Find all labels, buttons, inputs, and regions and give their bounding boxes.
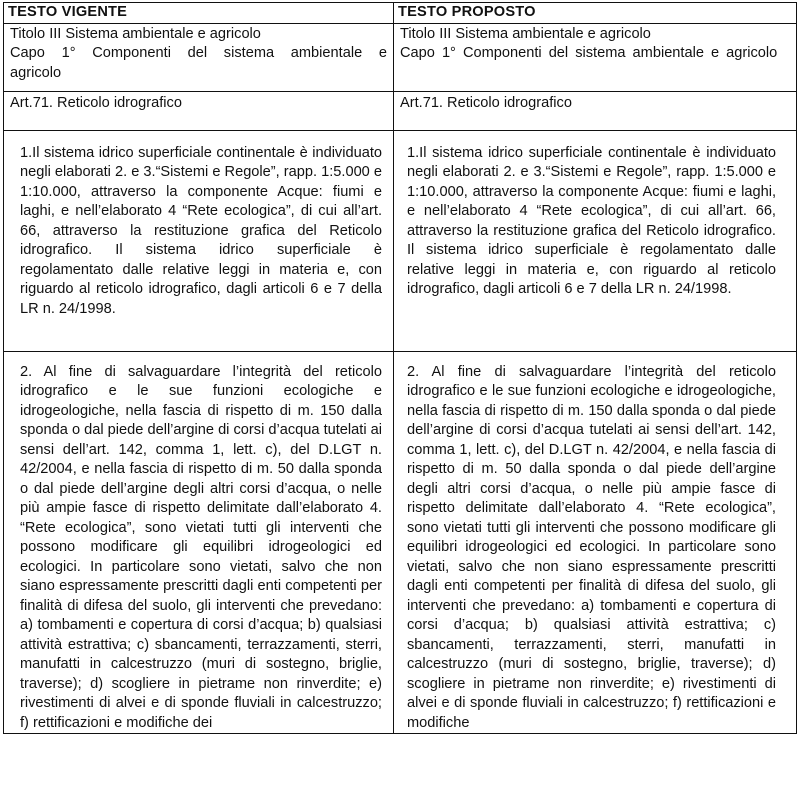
comparison-table bbox=[3, 2, 797, 734]
article-row bbox=[4, 91, 797, 130]
titolo-cell-right bbox=[394, 23, 797, 91]
header-proposed-text: TESTO PROPOSTO bbox=[394, 3, 797, 24]
paragraph-1-right: 1.Il sistema idrico superficiale continentale è individuato negli elaborati 2. e 3.“Sistemi e Regole”, rapp. 1:5.000 e 1:10.000, attraverso la componente Acque: fiumi e laghi, e nell’elaborato 4 “Rete ecologica”, di cui all’art. 66, attraverso la restituzione grafica del Reticolo idrografico. Il sistema idrico superficiale è regolamentato dalle relative leggi in materia e, con riguardo al reticolo idrografico, dagli articoli 6 e 7 della LR n. 24/1998. bbox=[394, 130, 797, 351]
paragraph-2-right: 2. Al fine di salvaguardare l’integrità del reticolo idrografico e le sue funzioni ecologiche e idrogeologiche, nella fascia di rispetto di m. 150 dalla sponda o dal piede dell’argine di corsi d’acqua tutelati ai sensi dell’art. 142, comma 1, lett. c), del D.LGT n. 42/2004, e nella fascia di rispetto di m. 50 dalla sponda o dal piede dell’argine degli altri corsi d’acqua, o nelle più ampie fasce di rispetto delimitate dall’elaborato 4. “Rete ecologica”, sono vietati tutti gli interventi che possono modificare gli equilibri idrogeologici ed ecologici. In particolare sono vietati, salvo che non siano espressamente prescritti dagli enti competenti per finalità di difesa del suolo, gli interventi che prevedano: a) tombamenti e copertura di corsi d’acqua; b) qualsiasi attività estrattiva; c) sbancamenti, terrazzamenti, sterri, manufatti in calcestruzzo (muri di sostegno, briglie, traverse); d) scogliere in pietrame non rinverdite; e) rivestimenti di alvei e di sponde fluviali in calcestruzzo; f) rettificazioni e modifiche bbox=[394, 351, 797, 734]
titolo-cell-left bbox=[4, 23, 394, 91]
paragraph-1-left: 1.Il sistema idrico superficiale continentale è individuato negli elaborati 2. e 3.“Sistemi e Regole”, rapp. 1:5.000 e 1:10.000, attraverso la componente Acque: fiumi e laghi, e nell’elaborato 4 “Rete ecologica”, di cui all’art. 66, attraverso la restituzione grafica del Reticolo idrografico. Il sistema idrico superficiale è regolamentato dalle relative leggi in materia e, con riguardo al reticolo idrografico, dagli articoli 6 e 7 della LR n. 24/1998. bbox=[4, 130, 394, 351]
paragraph-2-left: 2. Al fine di salvaguardare l’integrità del reticolo idrografico e le sue funzioni ecologiche e idrogeologiche, nella fascia di rispetto di m. 150 dalla sponda o dal piede dell’argine di corsi d’acqua tutelati ai sensi dell’art. 142, comma 1, lett. c), del D.LGT n. 42/2004, e nella fascia di rispetto di m. 50 dalla sponda o dal piede dell’argine degli altri corsi d’acqua, o nelle più ampie fasce di rispetto delimitate dall’elaborato 4. “Rete ecologica”, sono vietati tutti gli interventi che possono modificare gli equilibri idrogeologici ed ecologici. In particolare sono vietati, salvo che non siano espressamente prescritti dagli enti competenti per finalità di difesa del suolo, gli interventi che prevedano: a) tombamenti e copertura di corsi d’acqua; b) qualsiasi attività estrattiva; c) sbancamenti, terrazzamenti, sterri, manufatti in calcestruzzo (muri di sostegno, briglie, traverse); d) scogliere in pietrame non rinverdite; e) rivestimenti di alvei e di sponde fluviali in calcestruzzo; f) rettificazioni e modifiche dei bbox=[4, 351, 394, 734]
article-title-left: Art.71. Reticolo idrografico bbox=[4, 91, 394, 130]
header-current-text: TESTO VIGENTE bbox=[4, 3, 394, 24]
header-row bbox=[4, 3, 797, 24]
titolo-line: Titolo III Sistema ambientale e agricolo bbox=[400, 25, 651, 42]
capo-line: Capo 1° Componenti del sistema ambientale e agricolo bbox=[400, 45, 778, 61]
paragraph-1-row bbox=[4, 130, 797, 351]
titolo-row bbox=[4, 23, 797, 91]
paragraph-2-row bbox=[4, 351, 797, 734]
article-title-right: Art.71. Reticolo idrografico bbox=[394, 91, 797, 130]
capo-line: Capo 1° Componenti del sistema ambientale e agricolo bbox=[10, 45, 387, 81]
titolo-line: Titolo III Sistema ambientale e agricolo bbox=[10, 25, 261, 42]
